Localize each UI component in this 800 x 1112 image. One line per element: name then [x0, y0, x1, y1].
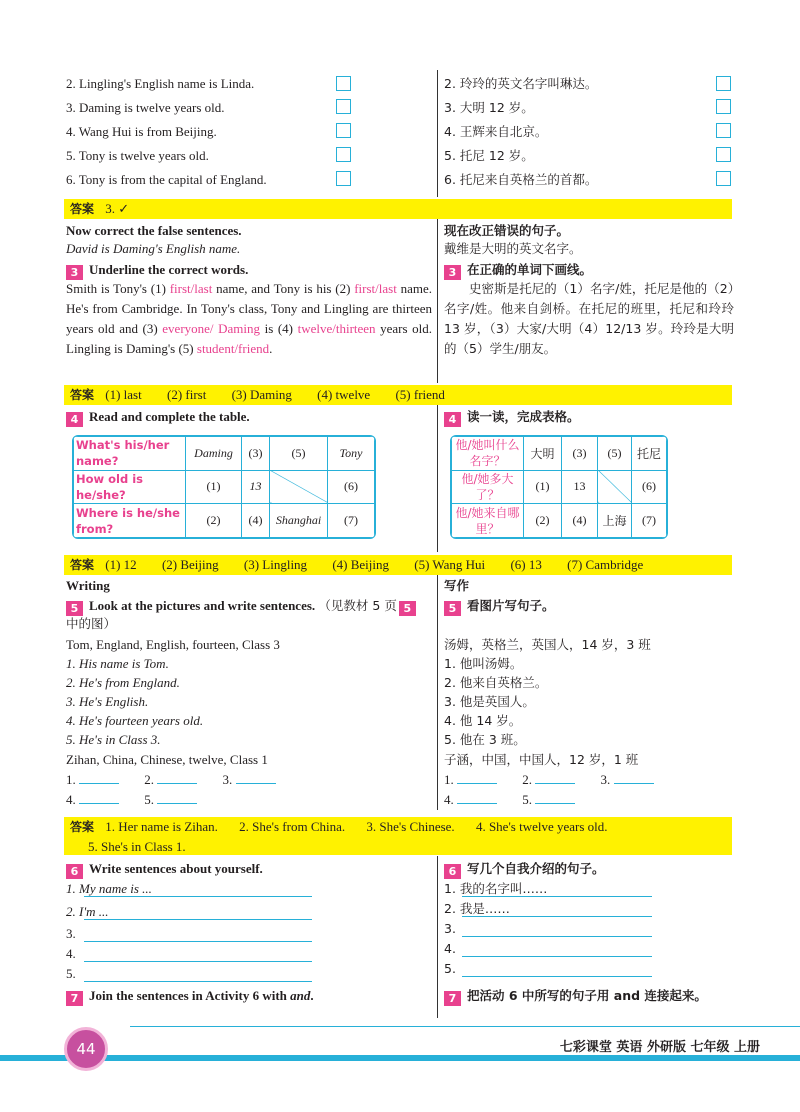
- table-cell[interactable]: (5): [598, 437, 632, 471]
- tf-checkbox[interactable]: [716, 76, 731, 91]
- ex6-title-cn: 写几个自我介绍的句子。: [467, 861, 605, 876]
- table-question: 他/她叫什么名字？: [452, 437, 524, 471]
- table-question: How old is he/she?: [74, 470, 186, 504]
- writing-line[interactable]: [462, 936, 652, 937]
- table-row: [74, 437, 375, 471]
- write-line-label: 5.: [66, 966, 76, 981]
- write-line-label: 2. 我是……: [444, 901, 510, 916]
- blank-number: 5.: [144, 792, 154, 807]
- tf-item: 6. 托尼来自英格兰的首都。: [444, 172, 598, 187]
- ex7-title: Join the sentences in Activity 6 with: [89, 988, 291, 1003]
- table-cell[interactable]: (4): [242, 504, 270, 538]
- table-row: [74, 470, 375, 504]
- blank-row: [66, 771, 276, 789]
- model-sentence-cn: 3. 他是英国人。: [444, 694, 535, 709]
- exercise-number: 3: [66, 265, 83, 280]
- table-cell[interactable]: (7): [632, 504, 667, 538]
- blank-number: 2.: [522, 772, 532, 787]
- write-line-label: 4.: [444, 941, 456, 956]
- ex5-note: （见教材 5 页: [318, 598, 397, 613]
- table-cell-empty: [270, 470, 328, 504]
- answer-blank[interactable]: [157, 792, 197, 804]
- table-cell[interactable]: (5): [270, 437, 328, 471]
- write-line-label: 1. 我的名字叫……: [444, 881, 548, 896]
- table-cell[interactable]: (3): [242, 437, 270, 471]
- blank-row: [444, 771, 654, 789]
- model-sentence: 5. He's in Class 3.: [66, 732, 161, 747]
- ex5-prompt: Tom, England, English, fourteen, Class 3: [66, 637, 280, 652]
- correct-example: David is Daming's English name.: [66, 241, 241, 256]
- writing-line[interactable]: [462, 896, 652, 897]
- model-sentence: 2. He's from England.: [66, 675, 180, 690]
- table-question: Where is he/she from?: [74, 504, 186, 538]
- model-sentence: 1. His name is Tom.: [66, 656, 169, 671]
- correct-title: Now correct the false sentences.: [66, 223, 242, 238]
- column-divider: [437, 70, 438, 197]
- ex3-title: Underline the correct words.: [89, 262, 249, 277]
- ex6-title: Write sentences about yourself.: [89, 861, 263, 876]
- blank-row: [444, 791, 575, 809]
- ex3-heading: [66, 261, 248, 280]
- tf-checkbox[interactable]: [336, 171, 351, 186]
- ex4-heading: [66, 408, 250, 427]
- answer-text: 3. ✓: [105, 201, 130, 216]
- tf-item: 5. 托尼 12 岁。: [444, 148, 534, 163]
- write-line-label: 3.: [444, 921, 456, 936]
- table-row: [452, 437, 667, 471]
- answer-blank[interactable]: [157, 772, 197, 784]
- ex6-heading-cn: [444, 860, 605, 879]
- writing-heading-cn: 写作: [444, 578, 470, 593]
- ex5-title: Look at the pictures and write sentences.: [89, 598, 316, 613]
- tf-item: 5. Tony is twelve years old.: [66, 148, 209, 163]
- writing-line[interactable]: [462, 916, 652, 917]
- table-row: [74, 504, 375, 538]
- answer-item: (4) twelve: [317, 387, 371, 402]
- answer-item: (1) 12: [105, 557, 137, 572]
- answer-blank[interactable]: [79, 772, 119, 784]
- table-cell[interactable]: (6): [328, 470, 375, 504]
- exercise-number: 5: [399, 601, 416, 616]
- answer-item: 5. She's in Class 1.: [88, 839, 186, 854]
- table-cell[interactable]: (7): [328, 504, 375, 538]
- passage-text: years old. Lingling is Daming's (5): [66, 321, 432, 356]
- answer-bar: [64, 817, 732, 855]
- blank-number: 1.: [444, 772, 454, 787]
- table-cell[interactable]: (6): [632, 470, 667, 504]
- ex4-title: Read and complete the table.: [89, 409, 250, 424]
- tf-checkbox[interactable]: [336, 123, 351, 138]
- column-divider: [437, 856, 438, 1018]
- ex4-heading-cn: [444, 408, 580, 427]
- answer-item: (3) Lingling: [243, 557, 308, 572]
- ex5-title-cn: 看图片写句子。: [467, 598, 555, 613]
- answer-item: 3. She's Chinese.: [366, 819, 455, 834]
- tf-checkbox[interactable]: [716, 123, 731, 138]
- option-choice[interactable]: twelve/thirteen: [297, 321, 376, 336]
- table-row: [452, 470, 667, 504]
- option-choice[interactable]: everyone/ Daming: [162, 321, 260, 336]
- blank-number: 2.: [144, 772, 154, 787]
- answer-item: 1. Her name is Zihan.: [105, 819, 218, 834]
- tf-checkbox[interactable]: [716, 171, 731, 186]
- writing-line[interactable]: [84, 896, 312, 897]
- write-line-label: 1. My name is ...: [66, 881, 152, 896]
- correct-example-cn: 戴维是大明的英文名字。: [444, 241, 582, 256]
- model-sentence: 4. He's fourteen years old.: [66, 713, 204, 728]
- answer-bar: [64, 385, 732, 405]
- tf-checkbox[interactable]: [716, 147, 731, 162]
- exercise-number: 7: [444, 991, 461, 1006]
- ex3-title-cn: 在正确的单词下画线。: [467, 262, 593, 277]
- table-cell-empty: [598, 470, 632, 504]
- answer-item: (2) Beijing: [161, 557, 219, 572]
- passage-text: .: [269, 341, 273, 356]
- answer-blank[interactable]: [535, 772, 575, 784]
- blank-number: 5.: [522, 792, 532, 807]
- exercise-number: 5: [444, 601, 461, 616]
- ex7-title-em: and: [290, 988, 311, 1003]
- table-cell: Shanghai: [270, 504, 328, 538]
- table-question: 他/她多大了？: [452, 470, 524, 504]
- answer-item: (5) Wang Hui: [414, 557, 486, 572]
- answer-label: 答案: [70, 558, 95, 572]
- passage-text: name. He's from Cambridge. In Tony's class, Tony and Lingling are thirteen years old and (3): [66, 281, 432, 336]
- exercise-number: 3: [444, 265, 461, 280]
- answer-bar: [64, 199, 732, 219]
- write-line-label: 4.: [66, 946, 76, 961]
- answer-label: 答案: [70, 388, 95, 402]
- ex6-heading: [66, 860, 263, 879]
- table-cell[interactable]: (4): [562, 504, 598, 538]
- ex4-title-cn: 读一读，完成表格。: [467, 409, 580, 424]
- info-table-cn: [450, 435, 668, 539]
- answer-item: (1) last: [105, 387, 142, 402]
- answer-item: 4. She's twelve years old.: [475, 819, 608, 834]
- table-cell: 上海: [598, 504, 632, 538]
- exercise-number: 6: [66, 864, 83, 879]
- writing-line[interactable]: [462, 976, 652, 977]
- writing-line[interactable]: [84, 941, 312, 942]
- table-cell[interactable]: (2): [524, 504, 562, 538]
- answer-label: 答案: [70, 202, 95, 216]
- model-sentence-cn: 5. 他在 3 班。: [444, 732, 526, 747]
- tf-item: 4. 王辉来自北京。: [444, 124, 548, 139]
- table-cell[interactable]: (1): [186, 470, 242, 504]
- table-cell: 托尼: [632, 437, 667, 471]
- answer-bar: [64, 555, 732, 575]
- table-cell: 13: [242, 470, 270, 504]
- blank-number: 4.: [66, 792, 76, 807]
- page-number-badge: [64, 1027, 108, 1071]
- tf-item: 6. Tony is from the capital of England.: [66, 172, 267, 187]
- blank-number: 1.: [66, 772, 76, 787]
- write-line-label: 5.: [444, 961, 456, 976]
- passage-text: Smith is Tony's (1): [66, 281, 170, 296]
- writing-line[interactable]: [462, 956, 652, 957]
- write-line-label: 2. I'm ...: [66, 904, 109, 919]
- ex5-note-cont: 中的图）: [66, 616, 117, 631]
- ex5-heading-cn: [444, 597, 555, 616]
- table-cell[interactable]: (2): [186, 504, 242, 538]
- tf-item: 2. 玲玲的英文名字叫琳达。: [444, 76, 598, 91]
- table-cell: Daming: [186, 437, 242, 471]
- answer-blank[interactable]: [236, 772, 276, 784]
- answer-label: 答案: [70, 820, 95, 834]
- writing-line[interactable]: [84, 919, 312, 920]
- answer-blank[interactable]: [79, 792, 119, 804]
- option-choice[interactable]: first/last: [169, 281, 213, 296]
- blank-number: 3.: [222, 772, 233, 787]
- answer-blank[interactable]: [614, 772, 654, 784]
- ex3-heading-cn: [444, 261, 592, 280]
- answer-item: (3) Daming: [231, 387, 292, 402]
- table-cell[interactable]: (1): [524, 470, 562, 504]
- ex7-title-end: .: [310, 988, 314, 1003]
- correct-title-cn: 现在改正错误的句子。: [444, 223, 570, 238]
- tf-checkbox[interactable]: [336, 76, 351, 91]
- blank-row: [66, 791, 197, 809]
- table-cell: 大明: [524, 437, 562, 471]
- model-sentence-cn: 2. 他来自英格兰。: [444, 675, 548, 690]
- info-table-en: [72, 435, 376, 539]
- book-title: 七彩课堂 英语 外研版 七年级 上册: [559, 1040, 760, 1055]
- table-cell[interactable]: (3): [562, 437, 598, 471]
- tf-item: 3. 大明 12 岁。: [444, 100, 534, 115]
- answer-item: (6) 13: [510, 557, 542, 572]
- table-cell: Tony: [328, 437, 375, 471]
- table-cell: 13: [562, 470, 598, 504]
- writing-heading: Writing: [66, 578, 110, 593]
- write-line-label: 3.: [66, 926, 76, 941]
- ex5-prompt-cn: 汤姆，英格兰，英国人，14 岁，3 班: [444, 637, 651, 652]
- writing-line[interactable]: [84, 961, 312, 962]
- table-question: 他/她来自哪里？: [452, 504, 524, 538]
- exercise-number: 5: [66, 601, 83, 616]
- column-divider: [437, 404, 438, 552]
- writing-line[interactable]: [84, 981, 312, 982]
- answer-item: (5) friend: [395, 387, 445, 402]
- tf-item: 2. Lingling's English name is Linda.: [66, 76, 255, 91]
- ex5-heading: [66, 597, 416, 616]
- model-sentence-cn: 1. 他叫汤姆。: [444, 656, 523, 671]
- answer-blank[interactable]: [457, 772, 497, 784]
- ex7-heading-cn: [444, 987, 707, 1006]
- answer-item: (4) Beijing: [332, 557, 389, 572]
- exercise-number: 7: [66, 991, 83, 1006]
- answer-item: (2) first: [166, 387, 207, 402]
- ex5-prompt-cn: 子涵，中国，中国人，12 岁，1 班: [444, 752, 639, 767]
- ex5-prompt: Zihan, China, Chinese, twelve, Class 1: [66, 752, 268, 767]
- ex3-passage-cn: 史密斯是托尼的（1）名字/姓，托尼是他的（2）名字/姓。他来自剑桥。在托尼的班里，托尼和玲玲 13 岁，（3）大家/大明（4）12/13 岁。玲玲是大明的（5）学生/朋友。: [444, 281, 734, 356]
- table-row: [452, 504, 667, 538]
- passage-text: is (4): [260, 321, 298, 336]
- exercise-number: 4: [444, 412, 461, 427]
- tf-checkbox[interactable]: [336, 99, 351, 114]
- answer-blank[interactable]: [457, 792, 497, 804]
- option-choice[interactable]: student/friend: [196, 341, 270, 356]
- footer-rule: [130, 1026, 800, 1027]
- table-question: What's his/her name?: [74, 437, 186, 471]
- exercise-number: 4: [66, 412, 83, 427]
- tf-checkbox[interactable]: [716, 99, 731, 114]
- column-divider: [437, 218, 438, 383]
- ex3-passage: [66, 279, 432, 359]
- page-number: 44: [76, 1040, 96, 1058]
- model-sentence: 3. He's English.: [66, 694, 149, 709]
- tf-item: 3. Daming is twelve years old.: [66, 100, 225, 115]
- ex7-heading: [66, 987, 314, 1006]
- passage-text: name, and Tony is his (2): [212, 281, 355, 296]
- ex7-title-cn: 把活动 6 中所写的句子用 and 连接起来。: [467, 988, 707, 1003]
- model-sentence-cn: 4. 他 14 岁。: [444, 713, 522, 728]
- answer-item: (7) Cambridge: [567, 557, 644, 572]
- tf-checkbox[interactable]: [336, 147, 351, 162]
- blank-number: 3.: [600, 772, 611, 787]
- tf-item: 4. Wang Hui is from Beijing.: [66, 124, 217, 139]
- answer-item: 2. She's from China.: [239, 819, 346, 834]
- option-choice[interactable]: first/last: [354, 281, 397, 296]
- column-divider: [437, 574, 438, 810]
- footer-band: [0, 1055, 800, 1061]
- blank-number: 4.: [444, 792, 454, 807]
- answer-blank[interactable]: [535, 792, 575, 804]
- exercise-number: 6: [444, 864, 461, 879]
